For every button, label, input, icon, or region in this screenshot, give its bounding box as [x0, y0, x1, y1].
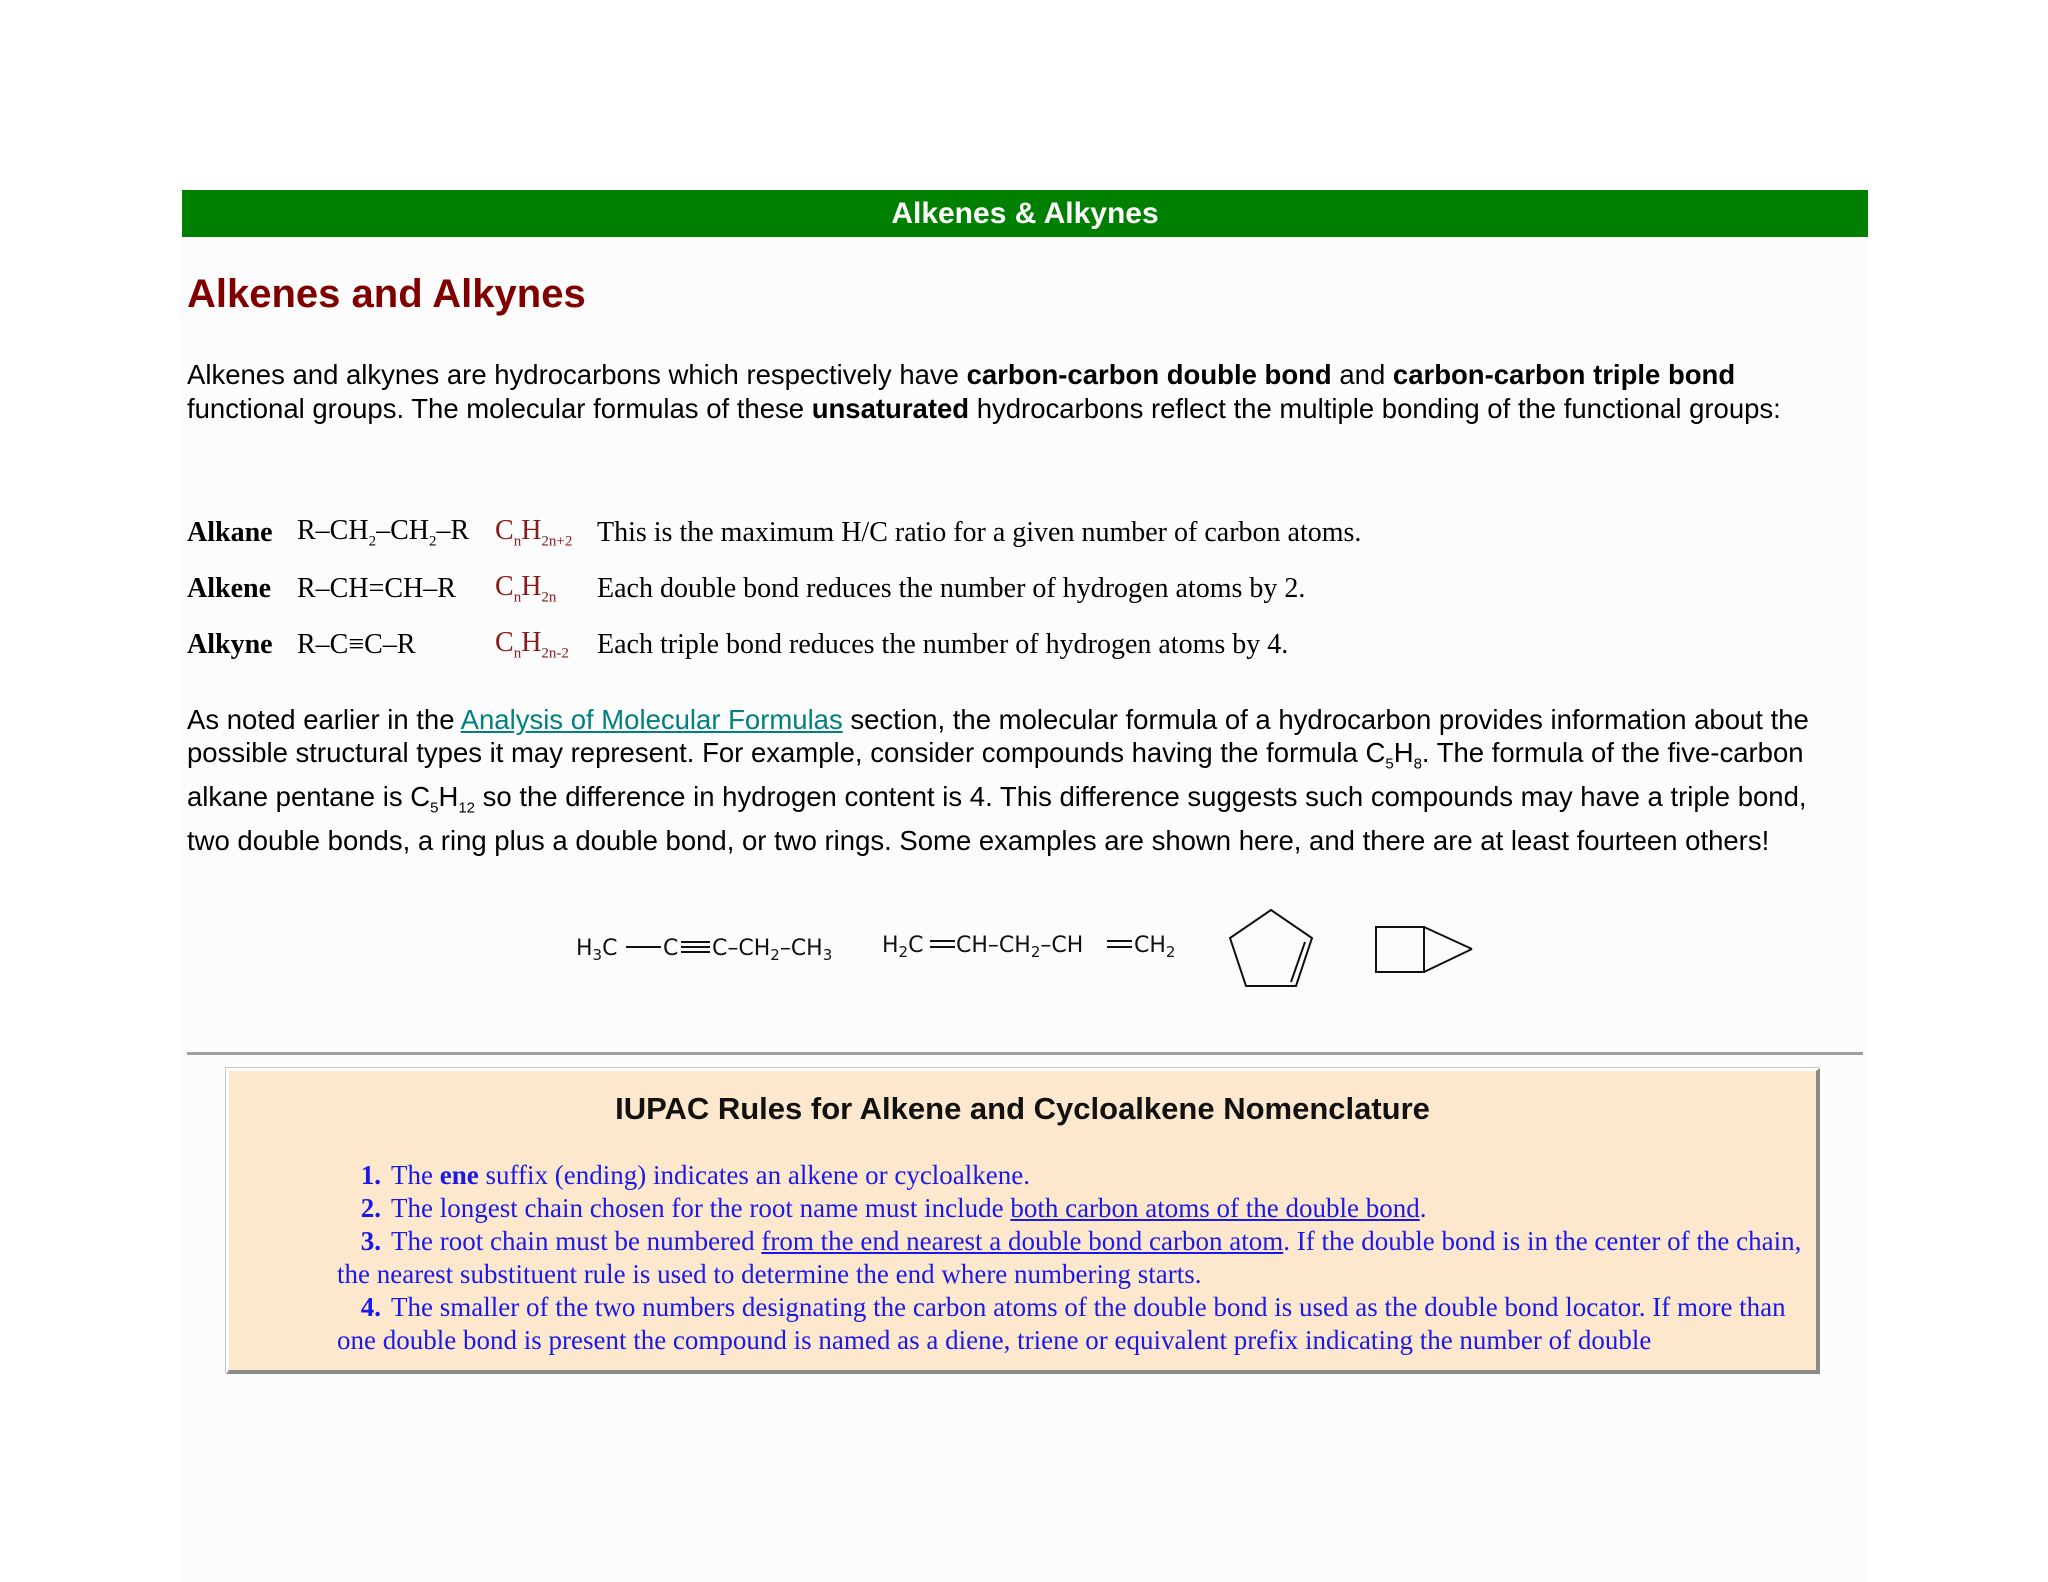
svg-text:CH–CH2–CH: $CH-CH_2-CH$	[956, 933, 1084, 961]
page-title: Alkenes and Alkynes	[187, 272, 586, 316]
intro-paragraph	[187, 358, 1827, 426]
header-bar	[182, 190, 1868, 237]
rule-number: 3.	[360, 1226, 381, 1256]
rule-number: 1.	[360, 1160, 381, 1190]
row-structure: $R-CH_2-CH_2-R$	[297, 515, 470, 550]
molecular-formula-paragraph: As noted earlier in the Analysis of Molecular Formulas section, the molecular formula of a hydrocarbon provides information about the possible structural types it may represent. For example, consider compounds having the formula $C_5H_8$. The formula of the five-carbon alkane pentane is $C_5H_{12}$ so the difference in hydrogen content is 4. This difference suggests such compounds may have a triple bond, two double bonds, a ring plus a double bond, or two rings. Some examples are shown here, and there are at least fourteen others!	[187, 704, 1809, 856]
rule-item: 4. The smaller of the two numbers designating the carbon atoms of the double bond is used as the double bond locator. If more than one double bond is present the compound is named as a diene, triene or equivalent prefix indicating the number of double	[337, 1292, 1786, 1355]
row-structure: R–CH=CH–R	[297, 573, 456, 604]
iupac-rules-title: IUPAC Rules for Alkene and Cycloalkene Nomenclature	[615, 1091, 1430, 1126]
svg-text:CH2: $CH_2$	[1134, 933, 1176, 961]
rule-number: 2.	[360, 1193, 381, 1223]
row-description: Each double bond reduces the number of hydrogen atoms by 2.	[597, 573, 1306, 604]
rule-item: 2. The longest chain chosen for the root name must include both carbon atoms of the double bond.	[337, 1192, 1807, 1225]
formula-row-alkene	[187, 561, 1361, 617]
example-structures	[560, 900, 1500, 1000]
formula-row-alkane	[187, 505, 1361, 561]
iupac-rules-list	[337, 1159, 1807, 1357]
rule-number: 4.	[360, 1292, 381, 1322]
structure-cyclopentene	[1230, 910, 1312, 986]
row-name: Alkyne	[187, 629, 273, 660]
horizontal-rule	[187, 1052, 1863, 1055]
row-general-formula: $C_nH_{2n}$	[495, 571, 557, 606]
intro-text-2: and	[1331, 359, 1393, 390]
formula-row-alkyne	[187, 617, 1361, 673]
intro-bold-double-bond: carbon-carbon double bond	[966, 359, 1332, 390]
row-name: Alkane	[187, 517, 273, 548]
structure-pent-1-4-diene	[882, 933, 1175, 961]
svg-text:C–CH2–CH3: $C-CH_2-CH_3$	[712, 936, 833, 964]
row-general-formula: $C_nH_{2n+2}$	[495, 515, 573, 550]
row-general-formula: $C_nH_{2n-2}$	[495, 627, 569, 662]
header-title: Alkenes & Alkynes	[891, 197, 1159, 230]
structure-pent-2-yne	[576, 936, 832, 964]
svg-text:H3C: $H_3C$	[576, 936, 618, 964]
structure-bicyclic	[1376, 927, 1472, 972]
row-structure: R–C≡C–R	[297, 629, 416, 660]
intro-bold-triple-bond: carbon-carbon triple bond	[1392, 359, 1736, 390]
row-description: This is the maximum H/C ratio for a given number of carbon atoms.	[597, 517, 1362, 548]
formula-table	[187, 505, 1361, 673]
intro-text-4: hydrocarbons reflect the multiple bonding of the functional groups:	[969, 393, 1781, 424]
intro-bold-unsaturated: unsaturated	[811, 393, 970, 424]
row-description: Each triple bond reduces the number of hydrogen atoms by 4.	[597, 629, 1289, 660]
intro-text-1: Alkenes and alkynes are hydrocarbons which respectively have	[187, 359, 967, 390]
analysis-of-molecular-formulas-link[interactable]: Analysis of Molecular Formulas	[460, 704, 843, 735]
svg-text:C: C	[663, 936, 679, 961]
svg-text:H2C: $H_2C$	[882, 933, 924, 961]
rule-item: 3. The root chain must be numbered from the end nearest a double bond carbon atom. If the double bond is in the center of the chain, the nearest substituent rule is used to determine the end where numbering starts.	[337, 1226, 1802, 1289]
iupac-rules-box	[226, 1068, 1820, 1374]
rule-item: 1. The ene suffix (ending) indicates an alkene or cycloalkene.	[337, 1159, 1807, 1192]
row-name: Alkene	[187, 573, 271, 604]
intro-text-3: functional groups. The molecular formulas of these	[187, 393, 812, 424]
